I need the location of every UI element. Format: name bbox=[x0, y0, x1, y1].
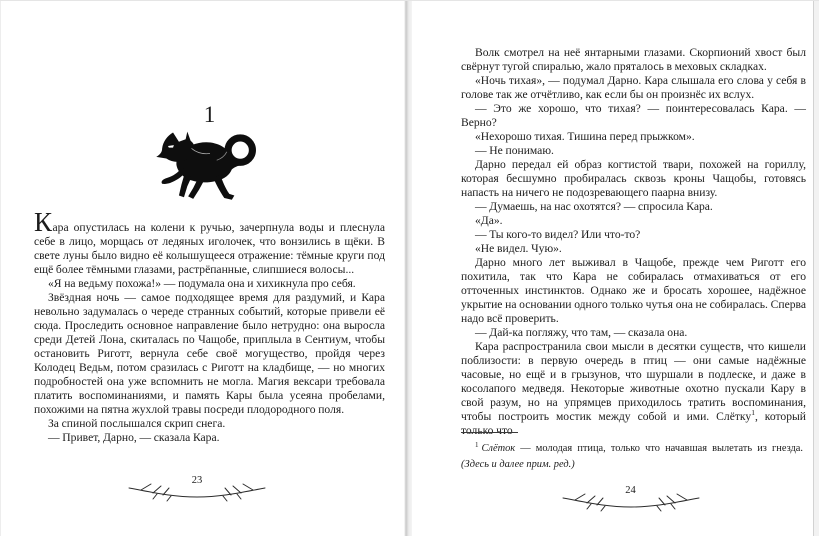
paragraph: — Дай-ка погляжу, что там, — сказала она. bbox=[475, 326, 688, 339]
paragraph: — Не понимаю. bbox=[475, 144, 554, 157]
paragraph: Звёздная ночь — самое подходящее время для раздумий, и Кара невольно задумалась о череде странных событий, которые привели её сюда. Проследить основное направление было нетрудно: она выросла среди Детей Лона, скиталась по Чащобе, приплыла в Сентиум, чтобы остановить Риготт, вернула себе своё могущество, пройдя через Колодец Ведьм, потом сразилась с Риготт на кладбище, — но многих подробностей она уже вспомнить не могла. Магия вексари требовала платить воспоминаниями, и память Кары была усеяна пробелами, похожими на пятна жухлой травы посреди плодородного поля. bbox=[34, 291, 385, 416]
paragraph-text: ара опустилась на колени к ручью, зачерпнула воды и плеснула себе в лицо, морщась от ледяных иголочек, что вонзились в щёки. В свете луны было видно её колышущееся отражение: тёмные круги под ещё более тёмными глазами, растрёпанные, слипшиеся волосы... bbox=[34, 221, 385, 276]
branch-ornament-icon bbox=[127, 475, 267, 502]
paragraph bbox=[461, 340, 806, 438]
paragraph: — Думаешь, на нас охотятся? — спросила Кара. bbox=[475, 200, 713, 213]
right-page bbox=[412, 1, 814, 536]
footnote bbox=[461, 432, 803, 472]
paragraph: Дарно много лет выживал в Чащобе, прежде чем Риготт его похитила, так что Кара не собиралась отмахиваться от его отточенных инстинктов. Однако же и бросать хорошее, надёжное укрытие на основании одного только чутья она не собиралась. Сперва надо всё проверить. bbox=[461, 256, 806, 325]
footnote-text bbox=[461, 441, 803, 472]
book-spine bbox=[404, 1, 412, 536]
paragraph bbox=[34, 207, 385, 277]
paragraph: «Нехорошо тихая. Тишина перед прыжком». bbox=[475, 130, 695, 143]
wolf-illustration-icon bbox=[151, 130, 269, 214]
paragraph-text: Кара распространила свои мысли в десятки существ, что кишели поблизости: в первую очередь в птиц — они самые надёжные часовые, но ещё и в грызунов, что шуршали в подлеске, и даже в косолапого медведя. Некоторые животные охотно пускали Кару в свой разум, но на упрямцев приходилось тратить воспоминания, чтобы построить мостик между собой и ими. Слётку bbox=[461, 340, 806, 423]
left-page-footer bbox=[1, 475, 405, 502]
paragraph: «Ночь тихая», — подумал Дарно. Кара слышала его слова у себя в голове так же отчётливо, как если бы он произнёс их вслух. bbox=[461, 74, 806, 101]
footnote-marker: 1 bbox=[475, 440, 479, 449]
page-number: 24 bbox=[625, 485, 636, 496]
drop-cap: К bbox=[34, 207, 53, 237]
footnote-term: Слёток bbox=[481, 443, 516, 454]
footnote-body: — молодая птица, только что начавшая вылетать из гнезда. bbox=[515, 443, 803, 454]
paragraph: — Ты кого-то видел? Или что-то? bbox=[475, 228, 641, 241]
paragraph: Дарно передал ей образ когтистой твари, похожей на гориллу, которая бесшумно пробиралась сквозь кроны Чащобы, готовясь напасть на ничего не подозревающего паарна внизу. bbox=[461, 158, 806, 199]
paragraph-text: , который только что bbox=[461, 410, 806, 437]
branch-ornament-icon bbox=[561, 485, 701, 512]
footnote-reference: 1 bbox=[751, 408, 755, 418]
paragraph: Волк смотрел на неё янтарными глазами. Скорпионий хвост был свёрнут тугой спиралью, жало пряталось в меховых складках. bbox=[461, 46, 806, 73]
paragraph: «Я на ведьму похожа!» — подумала она и хихикнула про себя. bbox=[48, 277, 356, 290]
right-page-text bbox=[461, 46, 806, 438]
paragraph: — Это же хорошо, что тихая? — поинтересовалась Кара. — Верно? bbox=[461, 102, 806, 129]
paragraph: — Привет, Дарно, — сказала Кара. bbox=[48, 431, 220, 444]
paragraph: «Не видел. Чую». bbox=[475, 242, 562, 255]
chapter-number: 1 bbox=[203, 102, 216, 127]
page-number: 23 bbox=[191, 475, 203, 486]
footnote-separator bbox=[461, 432, 518, 433]
left-page bbox=[0, 1, 405, 536]
paragraph: За спиной послышался скрип снега. bbox=[48, 417, 226, 430]
left-page-text bbox=[34, 207, 385, 445]
right-page-footer bbox=[412, 485, 813, 512]
footnote-editorial: (Здесь и далее прим. ред.) bbox=[461, 458, 575, 470]
paragraph: «Да». bbox=[475, 214, 503, 227]
